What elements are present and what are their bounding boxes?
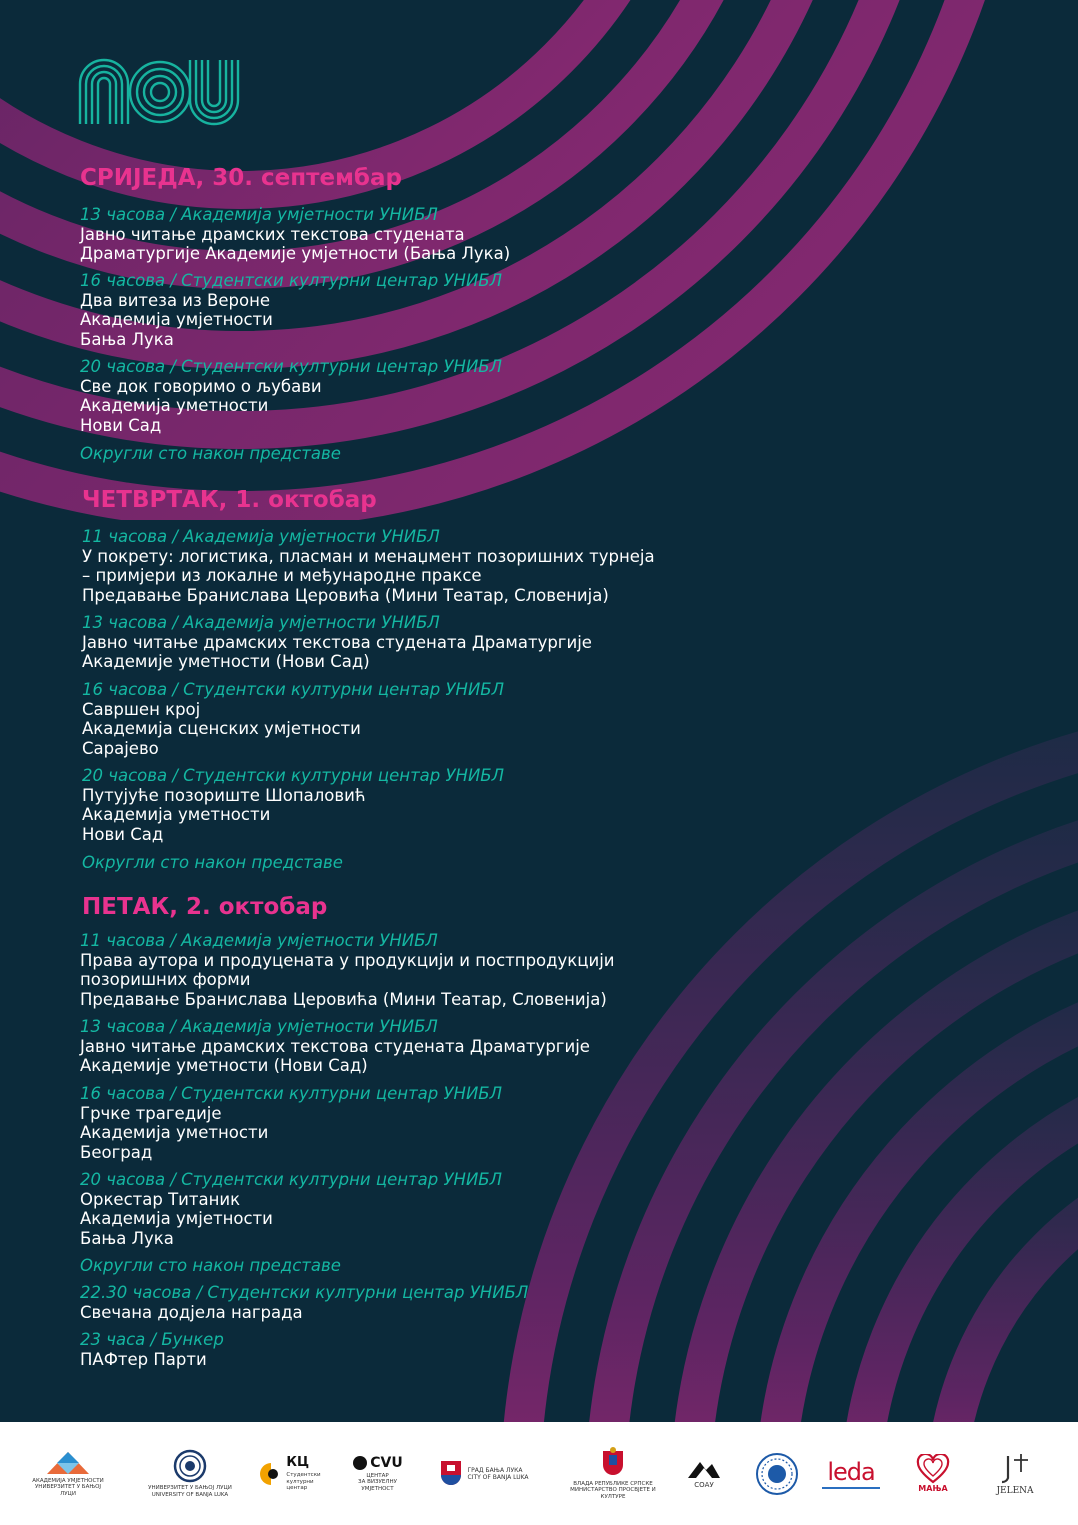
sponsor-name: ЦЕНТАР ЗА ВИЗУЕЛНУ УМЈЕТНОСТ xyxy=(358,1472,397,1492)
skc-mark: КЦ xyxy=(286,1455,310,1471)
event-line: Нови Сад xyxy=(80,415,162,435)
day-heading: СРИЈЕДА, 30. септембар xyxy=(80,165,402,191)
event-line: Путујуће позориште Шопаловић xyxy=(82,785,366,805)
event-time-venue: 11 часова / Академија умјетности УНИБЛ xyxy=(80,931,438,950)
sponsor-name: ГРАД БАЊА ЛУКА CITY OF BANJA LUKA xyxy=(467,1467,529,1481)
event-item xyxy=(80,1170,502,1248)
event-line: ПАФтер Парти xyxy=(80,1349,207,1369)
event-line: Савршен крој xyxy=(82,699,201,719)
sponsor-academy xyxy=(28,1422,108,1525)
event-line: Предавање Бранислава Церовића (Мини Театар, Словенија) xyxy=(82,585,609,605)
round-seal-icon xyxy=(755,1452,799,1496)
event-line: Академије уметности (Нови Сад) xyxy=(80,1056,368,1076)
event-line: Београд xyxy=(80,1142,153,1162)
event-time-venue: 16 часова / Студентски културни центар УНИБЛ xyxy=(80,1084,503,1103)
event-item xyxy=(80,1330,224,1369)
sponsor-cvu xyxy=(340,1422,415,1525)
event-time-venue: 23 часа / Бункер xyxy=(80,1330,224,1349)
city-crest-icon xyxy=(439,1459,463,1489)
event-time-venue: 20 часова / Студентски културни центар УНИБЛ xyxy=(80,357,503,376)
sponsor-skc xyxy=(255,1422,325,1525)
cvu-dot-icon xyxy=(352,1455,368,1471)
sponsor-government xyxy=(558,1422,668,1525)
event-line: Грчке трагедије xyxy=(80,1103,222,1123)
event-line: Академије уметности (Нови Сад) xyxy=(82,652,370,672)
heart-logo-icon xyxy=(916,1454,950,1484)
event-line: Права аутора и продуцената у продукцији и постпродукцији xyxy=(80,950,615,970)
sponsor-jelena xyxy=(985,1422,1045,1525)
event-line: – примјери из локалне и међународне праксе xyxy=(82,566,482,586)
sponsor-soau xyxy=(680,1422,728,1525)
event-time-venue: 20 часова / Студентски културни центар УНИБЛ xyxy=(80,1170,503,1189)
sponsors-bar xyxy=(0,1422,1078,1525)
leda-mark: leda xyxy=(827,1458,875,1486)
skc-logo-icon xyxy=(259,1459,283,1489)
event-line: Све док говоримо о љубави xyxy=(80,376,322,396)
event-item xyxy=(82,680,504,758)
event-line: Нови Сад xyxy=(82,824,164,844)
event-line: Јавно читање драмских текстова студената Драматургије xyxy=(80,1036,590,1056)
event-time-venue: 22.30 часова / Студентски културни центар УНИБЛ xyxy=(80,1283,529,1302)
event-line: Драматургије Академије умјетности (Бања Лука) xyxy=(80,244,511,264)
sponsor-leda xyxy=(818,1422,884,1525)
event-line: Оркестар Титаник xyxy=(80,1189,241,1209)
event-time-venue: 13 часова / Академија умјетности УНИБЛ xyxy=(82,613,440,632)
soau-logo-icon xyxy=(684,1458,724,1480)
sponsor-name: Студентски културни центар xyxy=(286,1472,321,1492)
event-line: Бања Лука xyxy=(80,1228,174,1248)
sponsor-name: СОАУ xyxy=(694,1481,714,1490)
event-time-venue: 16 часова / Студентски културни центар УНИБЛ xyxy=(80,271,503,290)
event-line: Јавно читање драмских текстова студената xyxy=(80,224,465,244)
event-line: Академија умјетности xyxy=(80,310,273,330)
event-line: Два витеза из Вероне xyxy=(80,290,271,310)
government-crest-icon xyxy=(600,1447,626,1479)
event-line: Сарајево xyxy=(82,738,159,758)
roundtable-note: Округли сто након представе xyxy=(82,853,343,872)
event-item xyxy=(82,527,655,605)
academy-logo-icon xyxy=(45,1450,91,1476)
event-item xyxy=(80,357,502,435)
roundtable-note: Округли сто након представе xyxy=(80,444,341,463)
sponsor-city xyxy=(428,1422,540,1525)
sponsor-seal xyxy=(752,1422,802,1525)
event-item xyxy=(80,931,615,1009)
event-item xyxy=(80,1283,528,1322)
day-heading: ПЕТАК, 2. октобар xyxy=(82,894,328,920)
event-line: Јавно читање драмских текстова студената Драматургије xyxy=(82,632,592,652)
event-item xyxy=(80,1017,590,1076)
leda-underline xyxy=(822,1487,880,1489)
sponsor-name: МАЊА xyxy=(918,1484,948,1494)
sponsor-name: JELENA xyxy=(996,1486,1034,1497)
event-time-venue: 11 часова / Академија умјетности УНИБЛ xyxy=(82,527,440,546)
event-time-venue: 13 часова / Академија умјетности УНИБЛ xyxy=(80,205,438,224)
event-item xyxy=(80,205,510,264)
event-time-venue: 16 часова / Студентски културни центар УНИБЛ xyxy=(82,680,505,699)
event-line: Академија умјетности xyxy=(80,1209,273,1229)
roundtable-note: Округли сто након представе xyxy=(80,1256,341,1275)
sponsor-name: АКАДЕМИЈА УМЈЕТНОСТИ УНИВЕРЗИТЕТ У БАЊОЈ ЛУЦИ xyxy=(32,1477,104,1497)
sponsor-university xyxy=(140,1422,240,1525)
sponsor-name: ВЛАДА РЕПУБЛИКЕ СРПСКЕ МИНИСТАРСТВО ПРОСВЈЕТЕ И КУЛТУРЕ xyxy=(570,1480,656,1500)
cvu-mark: CVU xyxy=(370,1454,403,1471)
sponsor-manja xyxy=(905,1422,961,1525)
hotel-jelena-logo-icon xyxy=(998,1452,1032,1486)
event-item xyxy=(82,766,504,844)
event-line: Академија уметности xyxy=(82,805,271,825)
event-line: Академија уметности xyxy=(80,1123,269,1143)
event-line: У покрету: логистика, пласман и менаџмент позоришних турнеја xyxy=(82,546,655,566)
sponsor-name: УНИВЕРЗИТЕТ У БАЊОЈ ЛУЦИ UNIVERSITY OF BANJA LUKA xyxy=(148,1485,232,1498)
university-seal-icon xyxy=(173,1449,207,1483)
day-heading: ЧЕТВРТАК, 1. октобар xyxy=(82,487,377,513)
festival-logo xyxy=(78,58,240,126)
event-item xyxy=(80,1084,502,1162)
event-line: Бања Лука xyxy=(80,329,174,349)
event-line: Свечана додјела награда xyxy=(80,1302,303,1322)
event-item xyxy=(82,613,592,672)
event-item xyxy=(80,271,502,349)
event-time-venue: 20 часова / Студентски културни центар УНИБЛ xyxy=(82,766,505,785)
event-line: Предавање Бранислава Церовића (Мини Театар, Словенија) xyxy=(80,989,607,1009)
event-line: Академија сценских умјетности xyxy=(82,719,361,739)
event-line: позоришних форми xyxy=(80,970,251,990)
event-time-venue: 13 часова / Академија умјетности УНИБЛ xyxy=(80,1017,438,1036)
event-line: Академија уметности xyxy=(80,396,269,416)
